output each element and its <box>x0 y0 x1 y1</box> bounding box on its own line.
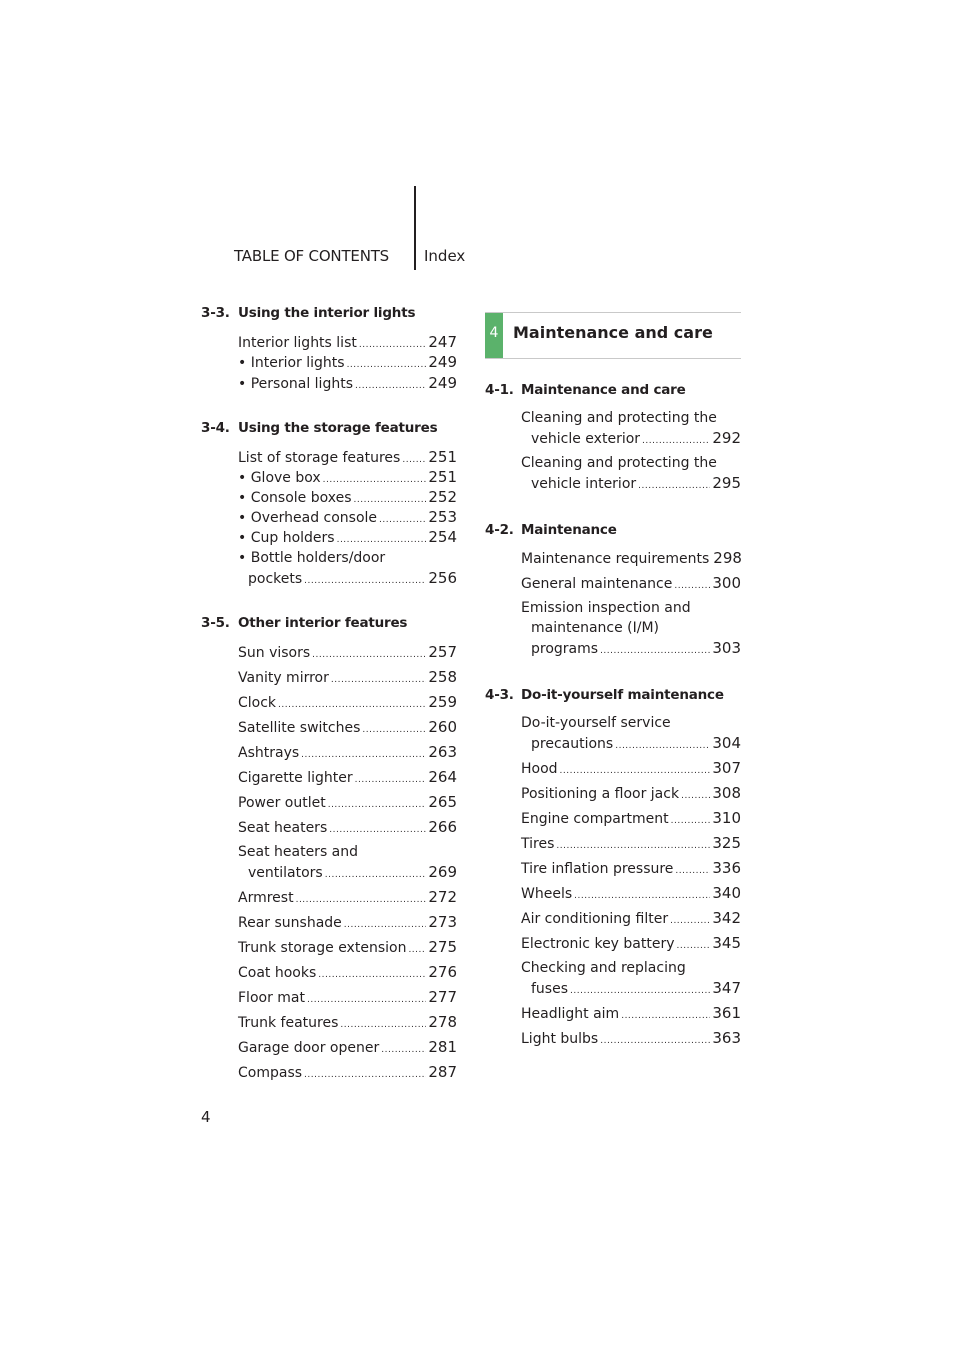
entry-title: Coat hooks <box>238 965 317 981</box>
entry-title: Air conditioning filter <box>521 911 669 927</box>
dot-leader <box>621 1006 710 1026</box>
dot-leader <box>600 1031 710 1051</box>
section-title: Maintenance and care <box>521 382 686 398</box>
entry-title: Cleaning and protecting the <box>521 410 717 426</box>
entry-row <box>521 638 741 661</box>
toc-entry[interactable] <box>201 937 457 960</box>
entry-title: Seat heaters <box>238 820 328 836</box>
entry-title: General maintenance <box>521 576 673 592</box>
section-heading <box>201 303 457 323</box>
entry-page-number: 254 <box>428 528 457 546</box>
dot-leader <box>574 886 710 906</box>
section-number: 3-5. <box>201 615 230 631</box>
entry-row <box>238 692 457 715</box>
entry-title: Trunk features <box>238 1015 339 1031</box>
entry-page-number: 336 <box>712 859 741 877</box>
entry-title: • Overhead console <box>238 510 378 526</box>
entry-row <box>521 908 741 931</box>
entry-row <box>521 428 741 451</box>
toc-section <box>201 613 457 1081</box>
entry-row <box>238 817 457 840</box>
entry-title: • Bottle holders/door <box>238 550 386 566</box>
entry-page-number: 253 <box>428 508 457 526</box>
entry-title: Satellite switches <box>238 720 361 736</box>
toc-entry[interactable] <box>201 667 457 690</box>
toc-section <box>201 418 457 587</box>
entry-title: Interior lights list <box>238 335 357 351</box>
toc-entry[interactable] <box>201 717 457 740</box>
section-heading <box>485 380 741 400</box>
toc-entry[interactable] <box>485 858 741 881</box>
entry-title: • Console boxes <box>238 490 352 506</box>
entry-title: Engine compartment <box>521 811 669 827</box>
dot-leader <box>381 1040 426 1060</box>
dot-leader <box>301 745 426 765</box>
entry-page-number: 265 <box>428 793 457 811</box>
toc-entry[interactable] <box>485 833 741 856</box>
entry-row <box>238 527 457 550</box>
toc-entry[interactable] <box>485 908 741 931</box>
chapter-header <box>485 312 741 359</box>
section-title: Using the storage features <box>238 420 438 436</box>
toc-entry[interactable] <box>201 373 457 396</box>
entry-row <box>238 373 457 396</box>
entry-title-continued: vehicle exterior <box>531 431 641 447</box>
entry-row <box>521 978 741 1001</box>
entry-page-number: 342 <box>712 909 741 927</box>
entry-row <box>238 352 457 375</box>
entry-page-number: 303 <box>712 639 741 657</box>
toc-entry[interactable] <box>485 408 741 451</box>
entry-page-number: 287 <box>428 1063 457 1081</box>
toc-entry[interactable] <box>201 842 457 885</box>
entry-title: Hood <box>521 761 558 777</box>
entry-row <box>521 548 741 571</box>
entry-row <box>238 962 457 985</box>
entry-title: Light bulbs <box>521 1031 599 1047</box>
dot-leader <box>304 571 426 591</box>
dot-leader <box>340 1015 426 1035</box>
section-heading <box>201 418 457 438</box>
section-heading <box>485 520 741 540</box>
table-of-contents-link[interactable]: TABLE OF CONTENTS <box>234 247 390 265</box>
entry-title: Emission inspection and <box>521 600 691 616</box>
dot-leader <box>344 915 427 935</box>
entry-title-continued: fuses <box>531 981 569 997</box>
dot-leader <box>362 720 426 740</box>
entry-row <box>521 833 741 856</box>
toc-entry[interactable] <box>201 792 457 815</box>
entry-page-number: 275 <box>428 938 457 956</box>
entry-title-continued: maintenance (I/M) <box>531 620 660 636</box>
entry-row <box>238 792 457 815</box>
section-number: 4-2. <box>485 522 514 538</box>
entry-title: Seat heaters and <box>238 844 359 860</box>
toc-entry[interactable] <box>201 352 457 375</box>
toc-entry[interactable] <box>201 527 457 550</box>
toc-entry[interactable] <box>485 453 741 496</box>
entry-title: Vanity mirror <box>238 670 329 686</box>
toc-entry[interactable] <box>485 548 741 571</box>
entry-page-number: 269 <box>428 863 457 881</box>
entry-page-number: 247 <box>428 333 457 351</box>
dot-leader <box>331 670 426 690</box>
entry-row <box>521 573 741 596</box>
section-title: Do-it-yourself maintenance <box>521 687 724 703</box>
dot-leader <box>347 355 427 375</box>
toc-entry[interactable] <box>201 987 457 1010</box>
entry-title: Trunk storage extension <box>238 940 407 956</box>
toc-entry[interactable] <box>201 1062 457 1085</box>
entry-row <box>238 1062 457 1085</box>
section-heading <box>201 613 457 633</box>
toc-entry[interactable] <box>485 1028 741 1051</box>
entry-row <box>238 568 457 591</box>
entry-page-number: 256 <box>428 569 457 587</box>
toc-section <box>201 303 457 392</box>
toc-entry[interactable] <box>485 808 741 831</box>
entry-title-continued: precautions <box>531 736 614 752</box>
entry-title: Tire inflation pressure <box>521 861 674 877</box>
entry-title: Cigarette lighter <box>238 770 353 786</box>
entry-title: Wheels <box>521 886 573 902</box>
section-heading <box>485 685 741 705</box>
entry-row <box>521 1028 741 1051</box>
entry-title: Garage door opener <box>238 1040 380 1056</box>
entry-title: Compass <box>238 1065 303 1081</box>
entry-page-number: 308 <box>712 784 741 802</box>
toc-section <box>485 380 741 492</box>
dot-leader <box>337 530 427 550</box>
entry-page-number: 340 <box>712 884 741 902</box>
entry-page-number: 258 <box>428 668 457 686</box>
entry-page-number: 298 <box>713 549 742 567</box>
toc-entry[interactable] <box>485 783 741 806</box>
entry-page-number: 263 <box>428 743 457 761</box>
entry-page-number: 272 <box>428 888 457 906</box>
index-link[interactable]: Index <box>424 247 466 265</box>
toc-entry[interactable] <box>201 692 457 715</box>
dot-leader <box>304 1065 426 1085</box>
toc-entry[interactable] <box>485 598 741 661</box>
entry-row <box>238 642 457 665</box>
dot-leader <box>296 890 427 910</box>
dot-leader <box>671 811 711 831</box>
toc-entry[interactable] <box>485 573 741 596</box>
entry-page-number: 259 <box>428 693 457 711</box>
toc-section <box>485 520 742 657</box>
entry-title-continued: ventilators <box>248 865 323 881</box>
entry-row <box>238 987 457 1010</box>
toc-entry[interactable] <box>485 958 741 1001</box>
entry-title: Clock <box>238 695 277 711</box>
entry-row <box>521 808 741 831</box>
toc-entry[interactable] <box>485 713 741 756</box>
entry-page-number: 307 <box>712 759 741 777</box>
entry-row <box>521 733 741 756</box>
entry-row <box>238 862 457 885</box>
toc-entry[interactable] <box>201 887 457 910</box>
toc-section <box>485 685 741 1047</box>
entry-page-number: 325 <box>712 834 741 852</box>
toc-entry[interactable] <box>201 962 457 985</box>
entry-page-number: 251 <box>428 468 457 486</box>
entry-page-number: 252 <box>428 488 457 506</box>
entry-page-number: 292 <box>712 429 741 447</box>
entry-page-number: 310 <box>712 809 741 827</box>
dot-leader <box>615 736 710 756</box>
entry-row <box>238 1012 457 1035</box>
toc-entry[interactable] <box>485 1003 741 1026</box>
toc-entry[interactable] <box>201 1012 457 1035</box>
toc-entry[interactable] <box>201 742 457 765</box>
dot-leader <box>677 936 711 956</box>
entry-row <box>521 1003 741 1026</box>
entry-title-continued: programs <box>531 641 599 657</box>
entry-row <box>521 858 741 881</box>
dot-leader <box>355 770 427 790</box>
entry-page-number: 266 <box>428 818 457 836</box>
toc-entry[interactable] <box>201 912 457 935</box>
entry-page-number: 281 <box>428 1038 457 1056</box>
entry-title: Headlight aim <box>521 1006 620 1022</box>
toc-entry[interactable] <box>485 758 741 781</box>
entry-title: Rear sunshade <box>238 915 342 931</box>
entry-page-number: 277 <box>428 988 457 1006</box>
entry-page-number: 300 <box>712 574 741 592</box>
toc-entry[interactable] <box>485 883 741 906</box>
entry-page-number: 278 <box>428 1013 457 1031</box>
entry-title: Do-it-yourself service <box>521 715 671 731</box>
toc-entry[interactable] <box>201 817 457 840</box>
entry-row <box>238 742 457 765</box>
section-number: 3-4. <box>201 420 230 436</box>
entry-page-number: 260 <box>428 718 457 736</box>
toc-entry[interactable] <box>201 1037 457 1060</box>
entry-title: • Cup holders <box>238 530 335 546</box>
entry-page-number: 363 <box>712 1029 741 1047</box>
entry-title: Floor mat <box>238 990 305 1006</box>
entry-page-number: 249 <box>428 374 457 392</box>
entry-page-number: 249 <box>428 353 457 371</box>
toc-entry[interactable] <box>201 642 457 665</box>
entry-title: Positioning a floor jack <box>521 786 680 802</box>
section-title: Other interior features <box>238 615 408 631</box>
entry-page-number: 304 <box>712 734 741 752</box>
section-number: 4-1. <box>485 382 514 398</box>
chapter-title: Maintenance and care <box>513 323 713 342</box>
nav-divider <box>414 186 416 270</box>
dot-leader <box>600 641 710 661</box>
dot-leader <box>570 981 710 1001</box>
entry-page-number: 264 <box>428 768 457 786</box>
dot-leader <box>408 940 426 960</box>
entry-title: Electronic key battery <box>521 936 675 952</box>
chapter-number-tab: 4 <box>485 313 503 358</box>
section-number: 3-3. <box>201 305 230 321</box>
dot-leader <box>674 576 710 596</box>
entry-row <box>238 1037 457 1060</box>
entry-row <box>521 883 741 906</box>
entry-title: Cleaning and protecting the <box>521 455 717 471</box>
entry-row <box>238 887 457 910</box>
dot-leader <box>329 820 426 840</box>
entry-title: Armrest <box>238 890 294 906</box>
dot-leader <box>278 695 426 715</box>
entry-page-number: 295 <box>712 474 741 492</box>
toc-entry[interactable] <box>201 548 457 591</box>
entry-title: Power outlet <box>238 795 326 811</box>
section-title: Maintenance <box>521 522 617 538</box>
dot-leader <box>556 836 710 856</box>
entry-page-number: 361 <box>712 1004 741 1022</box>
entry-title-continued: vehicle interior <box>531 476 637 492</box>
entry-title: Ashtrays <box>238 745 300 761</box>
entry-row <box>521 783 741 806</box>
entry-title: Sun visors <box>238 645 311 661</box>
entry-page-number: 251 <box>428 448 457 466</box>
dot-leader <box>318 965 426 985</box>
entry-row <box>238 912 457 935</box>
dot-leader <box>681 786 710 806</box>
entry-title: • Personal lights <box>238 376 353 392</box>
entry-row <box>238 717 457 740</box>
entry-page-number: 276 <box>428 963 457 981</box>
entry-page-number: 345 <box>712 934 741 952</box>
entry-row <box>238 767 457 790</box>
section-number: 4-3. <box>485 687 514 703</box>
entry-row <box>238 937 457 960</box>
section-title: Using the interior lights <box>238 305 416 321</box>
entry-row <box>521 758 741 781</box>
entry-row <box>238 667 457 690</box>
top-navigation <box>0 0 960 280</box>
entry-title: Tires <box>521 836 555 852</box>
page-number: 4 <box>201 1108 211 1126</box>
dot-leader <box>312 645 426 665</box>
entry-page-number: 347 <box>712 979 741 997</box>
dot-leader <box>638 476 710 496</box>
entry-title: List of storage features <box>238 450 401 466</box>
entry-title: Maintenance requirements <box>521 551 710 567</box>
toc-entry[interactable] <box>485 933 741 956</box>
entry-title-continued: pockets <box>248 571 303 587</box>
dot-leader <box>307 990 426 1010</box>
entry-page-number: 257 <box>428 643 457 661</box>
dot-leader <box>642 431 710 451</box>
dot-leader <box>325 865 427 885</box>
dot-leader <box>670 911 710 931</box>
dot-leader <box>328 795 427 815</box>
toc-entry[interactable] <box>201 767 457 790</box>
entry-row <box>521 933 741 956</box>
entry-title: • Glove box <box>238 470 321 486</box>
entry-page-number: 273 <box>428 913 457 931</box>
dot-leader <box>675 861 710 881</box>
dot-leader <box>355 376 426 396</box>
entry-title: • Interior lights <box>238 355 345 371</box>
entry-title: Checking and replacing <box>521 960 686 976</box>
dot-leader <box>560 761 711 781</box>
entry-row <box>521 473 741 496</box>
